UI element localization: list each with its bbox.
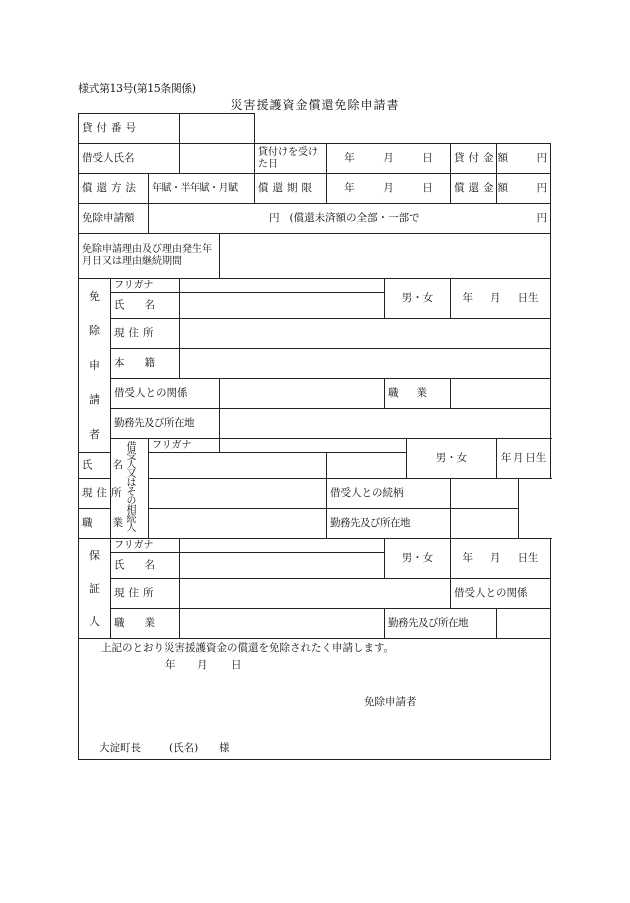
loan-amount-label: 貸付金額 [451,144,497,174]
sex-field[interactable]: 男・女 [385,539,451,579]
application-form [78,113,551,760]
loan-date-label: 貸付けを受けた日 [255,144,327,174]
address-field[interactable] [180,319,551,349]
decl-year: 年 [165,659,176,671]
address-field[interactable] [149,479,327,509]
yen-label: 円 [268,212,280,225]
occupation-field[interactable] [451,379,551,409]
exemption-amount-field[interactable] [149,204,551,234]
domicile-field[interactable] [180,349,551,379]
year-label: 年 [344,152,355,165]
addressee-name-placeholder: (氏名) [169,742,199,754]
birth-suffix: 日生 [517,292,539,305]
occupation-field[interactable] [149,509,327,539]
relation-label: 借受人との関係 [111,379,220,409]
sex-field[interactable]: 男・女 [407,439,497,479]
year-label: 年 [344,182,355,195]
loan-amount-field[interactable]: 円 [497,144,551,174]
month-label: 月 [490,552,501,565]
birthdate-field[interactable] [451,279,551,319]
workplace-field[interactable] [497,609,551,639]
workplace-label: 勤務先及び所在地 [111,409,220,439]
honorific-label: 様 [219,742,230,754]
repayment-method-label: 償還方法 [79,174,149,204]
birthdate-field[interactable] [451,539,551,579]
blank-area [255,114,551,144]
loan-date-field[interactable] [327,144,451,174]
repayment-method-options[interactable]: 年賦・半年賦・月賦 [149,174,255,204]
heir-section-label: 借受人又はその相続人 [111,439,149,539]
exemption-amount-label: 免除申請額 [79,204,149,234]
guarantor-section-label: 保 証 人 [79,539,111,639]
month-label: 月 [490,292,501,305]
furigana-field[interactable] [220,439,407,453]
year-label: 年 [462,552,474,565]
workplace-field[interactable] [451,509,519,539]
month-label: 月 [383,182,394,195]
exemption-amount-note: (償還未済額の全部・一部で [289,212,420,225]
sex-field[interactable]: 男・女 [385,279,451,319]
furigana-field[interactable] [180,279,385,293]
month-label: 月 [383,152,394,165]
repayment-amount-field[interactable]: 円 [497,174,551,204]
declaration-text: 上記のとおり災害援護資金の償還を免除されたく申請します。 [101,642,395,654]
applicant-section-label: 免 除 申 請 者 [79,279,111,453]
birth-suffix: 日生 [525,452,547,465]
kinship-label: 借受人との続柄 [327,479,451,509]
workplace-label: 勤務先及び所在地 [385,609,497,639]
furigana-label: フリガナ [111,279,180,293]
year-label: 年 [462,292,474,305]
workplace-label: 勤務先及び所在地 [327,509,451,539]
occupation-label: 職業 [79,509,149,539]
kinship-field[interactable] [451,479,519,509]
day-label: 日 [422,182,433,195]
birth-suffix: 日生 [517,552,539,565]
occupation-label: 職業 [111,609,180,639]
workplace-field[interactable] [220,409,551,439]
address-label: 現住所 [111,579,180,609]
name-label: 氏名 [79,453,149,479]
decl-month: 月 [197,659,208,671]
relation-field[interactable] [220,379,385,409]
name-label: 氏名 [111,293,180,319]
form-number: 様式第13号(第15条関係) [78,82,196,95]
year-label: 年 [500,452,512,465]
decl-day: 日 [231,659,242,671]
name-field[interactable] [180,553,385,579]
furigana-label: フリガナ [149,439,220,453]
day-label: 日 [422,152,433,165]
name-label: 氏名 [111,553,180,579]
repayment-deadline-label: 償還期限 [255,174,327,204]
month-label: 月 [513,452,524,465]
name-field[interactable] [149,453,327,479]
name-field[interactable] [180,293,385,319]
yen-label: 円 [536,212,548,225]
exemption-reason-field[interactable] [220,234,551,279]
exemption-reason-label: 免除申請理由及び理由発生年月日又は理由継続期間 [79,234,220,279]
addressee-label: 大淀町長 [99,742,141,754]
occupation-label: 職業 [385,379,451,409]
occupation-field[interactable] [180,609,385,639]
domicile-label: 本籍 [111,349,180,379]
address-field[interactable] [180,579,451,609]
furigana-field[interactable] [180,539,385,553]
repayment-amount-label: 償還金額 [451,174,497,204]
applicant-signature-label: 免除申請者 [364,696,417,708]
repayment-deadline-field[interactable] [327,174,451,204]
borrower-name-label: 借受人氏名 [79,144,180,174]
loan-number-label: 貸付番号 [79,114,180,144]
furigana-label: フリガナ [111,539,180,553]
relation-label: 借受人との関係 [451,579,551,609]
form-title: 災害援護資金償還免除申請書 [230,98,400,112]
loan-number-field[interactable] [180,114,255,144]
declaration-section [79,639,551,760]
address-label: 現住所 [111,319,180,349]
borrower-name-field[interactable] [180,144,255,174]
birthdate-field[interactable] [497,439,551,479]
address-label: 現住所 [79,479,149,509]
